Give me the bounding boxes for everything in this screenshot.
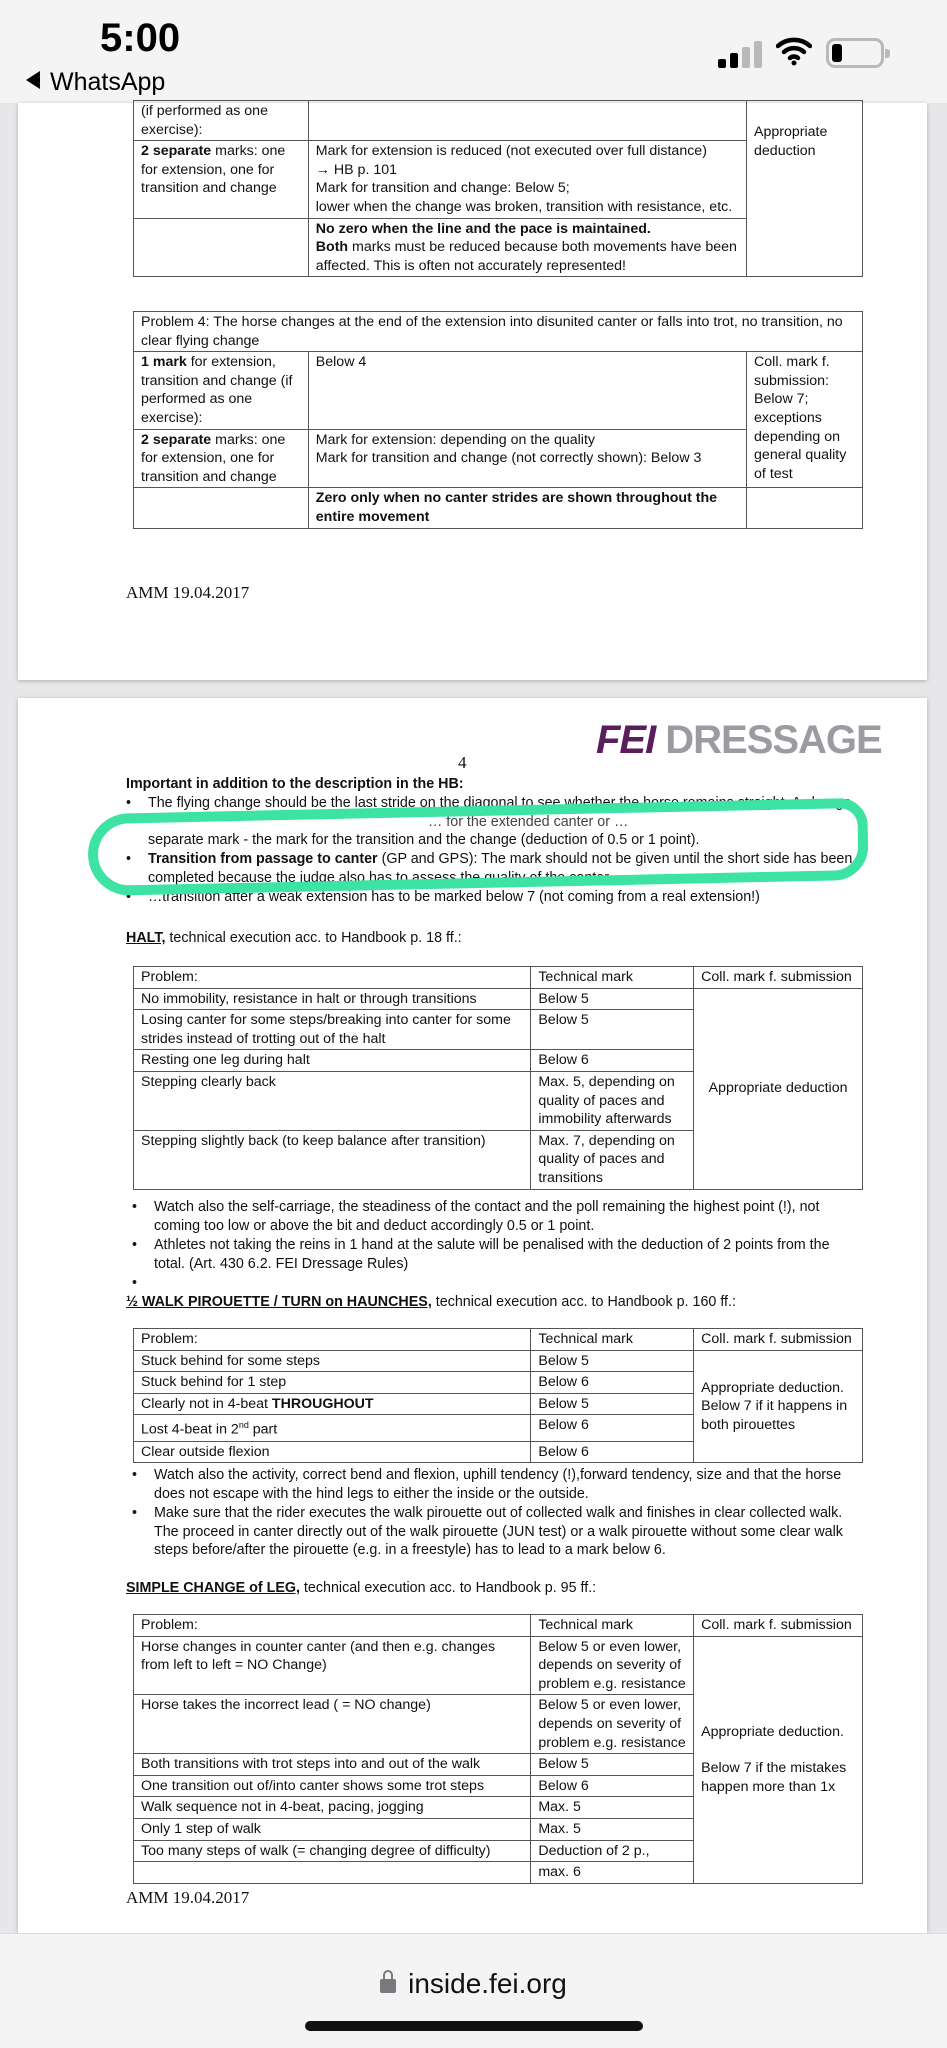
table-cell: Below 4 xyxy=(308,352,746,429)
list-item: • …transition after a weak extension has to be marked below 7 (not coming from a real extension!) xyxy=(126,889,760,905)
table-row xyxy=(134,1636,863,1695)
table-cell: Below 5 or even lower, depends on severity of problem e.g. resistance xyxy=(531,1636,694,1695)
table-cell: max. 6 xyxy=(531,1862,694,1884)
table-cell: Below 5 xyxy=(531,1010,694,1050)
table-header-cell: Coll. mark f. submission xyxy=(694,1329,863,1351)
table-row xyxy=(134,352,863,429)
table-header-cell: Technical mark xyxy=(531,967,694,989)
table-cell: Deduction of 2 p., xyxy=(531,1840,694,1862)
status-bar xyxy=(0,0,947,103)
page-footer-date: AMM 19.04.2017 xyxy=(126,583,250,602)
table-cell: Stuck behind for 1 step xyxy=(134,1372,531,1394)
home-indicator[interactable] xyxy=(305,2021,643,2031)
halt-section-title: HALT, technical execution acc. to Handbook p. 18 ff.: xyxy=(126,930,462,946)
halt-table xyxy=(133,966,863,1190)
table-cell: Coll. mark f. submission: Below 7; exceptions depending on general quality of test xyxy=(747,352,863,488)
problem-3-table xyxy=(133,100,863,277)
table-cell: Too many steps of walk (= changing degree of difficulty) xyxy=(134,1840,531,1862)
table-header-cell: Problem: xyxy=(134,1615,531,1637)
back-to-app-button[interactable] xyxy=(26,68,165,97)
table-cell: (if performed as one exercise): xyxy=(134,101,309,141)
table-row xyxy=(134,312,863,352)
table-header-cell: Coll. mark f. submission xyxy=(694,1615,863,1637)
wifi-icon xyxy=(776,36,812,66)
table-cell: Only 1 step of walk xyxy=(134,1818,531,1840)
table-cell: Below 5 or even lower, depends on severity of problem e.g. resistance xyxy=(531,1695,694,1754)
table-cell: Walk sequence not in 4-beat, pacing, jogging xyxy=(134,1797,531,1819)
table-cell: 1 mark for extension, transition and change (if performed as one exercise): xyxy=(134,352,309,429)
address-bar[interactable] xyxy=(0,1968,947,2000)
table-cell: Mark for extension: depending on the quality Mark for transition and change (not correctly shown): Below 3 xyxy=(308,429,746,488)
list-item: • Make sure that the rider executes the walk pirouette out of collected walk and finishes in clear collected walk. The proceed in canter directly out of the walk pirouette (JUN test) or a walk pirouette without some clear walk steps before/after the pirouette (e.g. in a freestyle) has to lead to a mark below 6. xyxy=(132,1505,843,1559)
table-cell: Max. 5 xyxy=(531,1797,694,1819)
table-row xyxy=(134,101,863,141)
table-cell: Mark for extension is reduced (not executed over full distance) → HB p. 101 Mark for transition and change: Below 5; lower when the change was broken, transition with resistance, etc. xyxy=(308,141,746,218)
table-cell: No zero when the line and the pace is maintained. Both marks must be reduced because both movements have been affected. This is often not accurately represented! xyxy=(308,218,746,277)
table-cell: Horse changes in counter canter (and then e.g. changes from left to left = NO Change) xyxy=(134,1636,531,1695)
table-cell: Max. 5, depending on quality of paces and immobility afterwards xyxy=(531,1071,694,1130)
table-cell: Below 5 xyxy=(531,1393,694,1415)
table-header-cell: Technical mark xyxy=(531,1615,694,1637)
table-header-cell: Technical mark xyxy=(531,1329,694,1351)
table-cell: Below 6 xyxy=(531,1372,694,1394)
browser-bottom-bar xyxy=(0,1933,947,2048)
table-cell: Both transitions with trot steps into and out of the walk xyxy=(134,1754,531,1776)
page-number: 4 xyxy=(458,753,467,772)
table-cell: Below 6 xyxy=(531,1441,694,1463)
table-cell: 2 separate marks: one for extension, one for transition and change xyxy=(134,141,309,218)
pirouette-section-title: ½ WALK PIROUETTE / TURN on HAUNCHES, technical execution acc. to Handbook p. 160 ff.: xyxy=(126,1294,736,1310)
submission-cell: Appropriate deduction xyxy=(694,988,863,1189)
lock-icon xyxy=(380,1979,396,1993)
table-cell: Losing canter for some steps/breaking into canter for some strides instead of trotting out of the halt xyxy=(134,1010,531,1050)
table-cell: Stepping clearly back xyxy=(134,1071,531,1130)
table-cell xyxy=(134,218,309,277)
table-cell: No immobility, resistance in halt or through transitions xyxy=(134,988,531,1010)
page-footer-date: AMM 19.04.2017 xyxy=(126,1888,250,1907)
table-cell: Max. 7, depending on quality of paces and transitions xyxy=(531,1130,694,1189)
table-row xyxy=(134,988,863,1010)
table-cell: Below 6 xyxy=(531,1775,694,1797)
list-item: • The flying change should be the last stride on the diagonal to see whether the horse remains straight. A change … for the extended canter or … separate mark - the mark for the transition and the change (deduction of 0.5 or 1 point). xyxy=(126,795,852,849)
table-cell: Below 6 xyxy=(531,1415,694,1441)
table-header-cell: Problem: xyxy=(134,1329,531,1351)
table-cell: Clear outside flexion xyxy=(134,1441,531,1463)
table-header-cell: Problem 4: The horse changes at the end of the extension into disunited canter or falls into trot, no transition, no clear flying change xyxy=(134,312,863,352)
table-row xyxy=(134,488,863,528)
table-header-row xyxy=(134,1329,863,1351)
table-cell: Resting one leg during halt xyxy=(134,1050,531,1072)
table-cell: Horse takes the incorrect lead ( = NO change) xyxy=(134,1695,531,1754)
simple-change-section-title: SIMPLE CHANGE of LEG, technical execution acc. to Handbook p. 95 ff.: xyxy=(126,1580,597,1596)
table-cell xyxy=(747,488,863,528)
table-cell: Stepping slightly back (to keep balance after transition) xyxy=(134,1130,531,1189)
table-row xyxy=(134,1350,863,1372)
table-cell xyxy=(134,488,309,528)
document-page-4: FEI DRESSAGE 4 Important in addition to the description in the HB: • The flying change should be the last stride on the diagonal to see whether the horse remains straight. A change … for the extended canter or … separate mark - the mark for the transition and the change (deduction of 0.5 or 1 point). • Transition from passage to canter (GP and GPS): The mark should not be given until the short side has been completed because the judge also has to assess the quality of the canter. • …transition after a weak extension has to be marked below 7 (not coming from a real extension!) HALT, technical execution acc. to Handbook p. 18 ff.: Problem: Technical mark Coll. mark f. submission No immobility, resistance in halt or through transitions Below 5 Appropriate deduction Losing canter for some steps/breaking into canter for some strides instead of trotting out of the halt Below 5 Resting one leg during halt Below 6 Stepping clearly back Max. 5, depending on quality of paces and immobility afterwards Stepping slightly back (to keep balance after transition) Max. 7, depending on quality of paces and transitions • Watch also the self-carriage, the steadiness of the contact and the poll remaining the highest point (!), not coming too low or above the bit and deduct accordingly 0.5 or 1 point. • Athletes not taking the reins in 1 hand at the salute will be penalised with the deduction of 2 points from the total. (Art. 430 6.2. FEI Dressage Rules) • ½ WALK PIROUETTE / TURN on HAUNCHES, technical execution acc. to Handbook p. 160 ff.: Problem: Technical mark Coll. mark f. submission Stuck behind for some steps Below 5 Appropriate deduction. Below 7 if it happens in both pirouettes Stuck behind for 1 step Below 6 Clearly not in 4-beat THROUGHOUT Below 5 Lost 4-beat in 2nd part Below 6 Clear outside flexion Below 6 • Watch also the activity, correct bend and flexion, uphill tendency (!),forward tendency, size and that the horse does not escape with the hind legs to either the inside or the outside. • Make sure that the rider executes the walk pirouette out of collected walk and finishes in clear collected walk. The proceed in canter directly out of the walk pirouette (JUN test) or a walk pirouette without some clear walk steps before/after the pirouette (e.g. in a freestyle) has to lead to a mark below 6. SIMPLE CHANGE of LEG, technical execution acc. to Handbook p. 95 ff.: Problem: Technical mark Coll. mark f. submission Horse changes in counter canter (and then e.g. changes from left to left = NO Change) Below 5 or even lower, depends on severity of problem e.g. resistance Appropriate deduction. Below 7 if the mistakes happen more than 1x Horse takes the incorrect lead ( = NO change) Below 5 or even lower, depends on severity of problem e.g. resistance Both transitions with trot steps into and out of the walk Below 5 One transition out of/into canter shows some trot steps Below 6 Walk sequence not in 4-beat, pacing, jogging Max. 5 Only 1 step of walk Max. 5 Too many steps of walk (= changing degree of difficulty) Deduction of 2 p., max. 6 AMM 19.04.2017 xyxy=(18,698,927,1933)
table-header-row xyxy=(134,1615,863,1637)
list-item: • Athletes not taking the reins in 1 hand at the salute will be penalised with the deduction of 2 points from the total. (Art. 430 6.2. FEI Dressage Rules) xyxy=(132,1237,830,1272)
submission-cell: Appropriate deduction. Below 7 if the mistakes happen more than 1x xyxy=(694,1636,863,1883)
important-title: Important in addition to the description in the HB: xyxy=(126,776,464,792)
submission-cell: Appropriate deduction. Below 7 if it happens in both pirouettes xyxy=(694,1350,863,1463)
table-cell: One transition out of/into canter shows some trot steps xyxy=(134,1775,531,1797)
list-item: • Transition from passage to canter (GP and GPS): The mark should not be given until the short side has been completed because the judge also has to assess the quality of the canter. xyxy=(126,851,853,886)
list-item: • Watch also the self-carriage, the steadiness of the contact and the poll remaining the highest point (!), not coming too low or above the bit and deduct accordingly 0.5 or 1 point. xyxy=(132,1199,820,1234)
back-app-label: WhatsApp xyxy=(50,68,166,96)
table-cell xyxy=(308,101,746,141)
table-cell: Appropriate deduction xyxy=(747,101,863,277)
table-header-row xyxy=(134,967,863,989)
table-cell: Max. 5 xyxy=(531,1818,694,1840)
table-cell: Lost 4-beat in 2nd part xyxy=(134,1415,531,1441)
document-page-3 xyxy=(18,103,927,680)
back-arrow-icon xyxy=(26,71,40,89)
fei-dressage-logo: FEI DRESSAGE xyxy=(596,718,882,762)
battery-icon xyxy=(826,38,884,68)
table-header-cell: Problem: xyxy=(134,967,531,989)
cellular-signal-icon xyxy=(718,40,762,68)
table-cell: Clearly not in 4-beat THROUGHOUT xyxy=(134,1393,531,1415)
table-cell: Below 5 xyxy=(531,1350,694,1372)
list-item: • Watch also the activity, correct bend and flexion, uphill tendency (!),forward tendency, size and that the horse does not escape with the hind legs to either the inside or the outside. xyxy=(132,1467,842,1502)
simple-change-table xyxy=(133,1614,863,1884)
problem-4-table xyxy=(133,311,863,529)
url-text: inside.fei.org xyxy=(408,1968,567,1999)
table-cell: Stuck behind for some steps xyxy=(134,1350,531,1372)
pirouette-table xyxy=(133,1328,863,1463)
table-cell: Below 6 xyxy=(531,1050,694,1072)
table-cell: Zero only when no canter strides are shown throughout the entire movement xyxy=(308,488,746,528)
table-header-cell: Coll. mark f. submission xyxy=(694,967,863,989)
table-cell: Below 5 xyxy=(531,988,694,1010)
table-cell: Below 5 xyxy=(531,1754,694,1776)
table-cell xyxy=(134,1862,531,1884)
clock: 5:00 xyxy=(100,16,181,60)
table-cell: 2 separate marks: one for extension, one for transition and change xyxy=(134,429,309,488)
